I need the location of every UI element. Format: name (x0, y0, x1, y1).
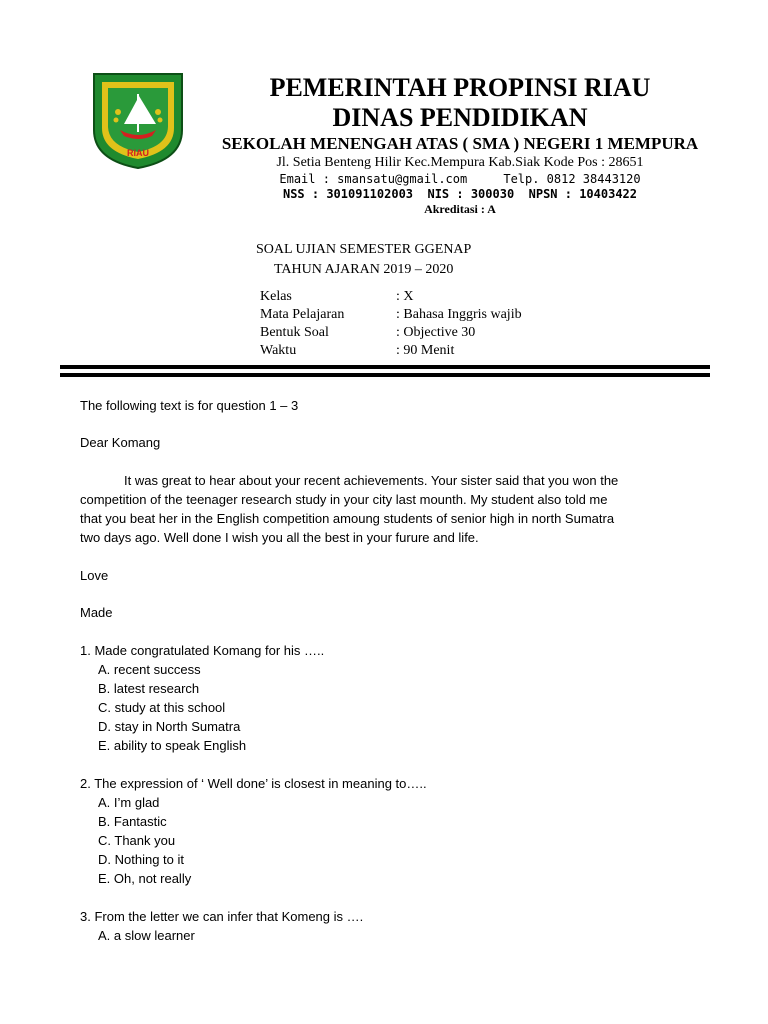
info-label: Waktu (260, 343, 297, 358)
exam-year: TAHUN AJARAN 2019 – 2020 (274, 262, 454, 277)
info-label: Mata Pelajaran (260, 307, 345, 322)
question-2: 2. The expression of ‘ Well done’ is closest in meaning to….. (80, 776, 427, 791)
riau-emblem-logo (92, 72, 184, 170)
question-option: E. Oh, not really (98, 871, 192, 886)
letter-signature: Made (80, 605, 113, 620)
info-value: : Objective 30 (396, 325, 476, 340)
department-title: DINAS PENDIDIKAN (332, 103, 588, 132)
question-option: D. stay in North Sumatra (98, 719, 241, 734)
info-value: : X (396, 289, 414, 304)
info-row-class (260, 288, 414, 306)
letter-greeting: Dear Komang (80, 435, 161, 450)
government-title: PEMERINTAH PROPINSI RIAU (269, 73, 651, 102)
question-option: A. recent success (98, 662, 201, 677)
question-option: C. Thank you (98, 833, 176, 848)
info-value: : Bahasa Inggris wajib (396, 307, 522, 322)
question-option: B. Fantastic (98, 814, 167, 829)
header-divider-top (60, 365, 710, 369)
paragraph-line: It was great to hear about your recent achievements. Your sister said that you won the (124, 473, 619, 488)
question-option: B. latest research (98, 681, 200, 696)
question-option: C. study at this school (98, 700, 226, 715)
info-row-time (260, 342, 454, 360)
info-row-subject (260, 306, 522, 324)
question-option: A. a slow learner (98, 928, 195, 943)
paragraph-line: two days ago. Well done I wish you all the best in your furure and life. (80, 530, 479, 545)
school-codes: NSS : 301091102003 NIS : 300030 NPSN : 10403422 (282, 187, 637, 201)
info-row-question-form (260, 324, 475, 342)
school-name: SEKOLAH MENENGAH ATAS ( SMA ) NEGERI 1 MEMPURA (221, 134, 699, 153)
school-address: Jl. Setia Benteng Hilir Kec.Mempura Kab.Siak Kode Pos : 28651 (276, 155, 644, 170)
question-option: E. ability to speak English (98, 738, 247, 753)
question-1: 1. Made congratulated Komang for his ….. (80, 643, 325, 658)
paragraph-line: that you beat her in the English competition amoung students of senior high in north Sumatra (80, 511, 615, 526)
paragraph-line: competition of the teenager research study in your city last mounth. My student also told me (80, 492, 608, 507)
school-contact: Email : smansatu@gmail.com Telp. 0812 38443120 (279, 172, 641, 186)
info-value: : 90 Menit (396, 343, 455, 358)
info-label: Kelas (260, 289, 292, 304)
reading-intro: The following text is for question 1 – 3 (80, 398, 299, 413)
question-option: D. Nothing to it (98, 852, 184, 867)
question-3: 3. From the letter we can infer that Komeng is …. (80, 909, 364, 924)
accreditation: Akreditasi : A (424, 202, 496, 216)
info-label: Bentuk Soal (260, 325, 329, 340)
question-option: A. I’m glad (98, 795, 160, 810)
letter-paragraph (80, 471, 680, 547)
letter-closing: Love (80, 568, 109, 583)
exam-title: SOAL UJIAN SEMESTER GGENAP (256, 242, 472, 257)
header-divider-bottom (60, 373, 710, 377)
emblem-text: RIAU (127, 148, 149, 158)
